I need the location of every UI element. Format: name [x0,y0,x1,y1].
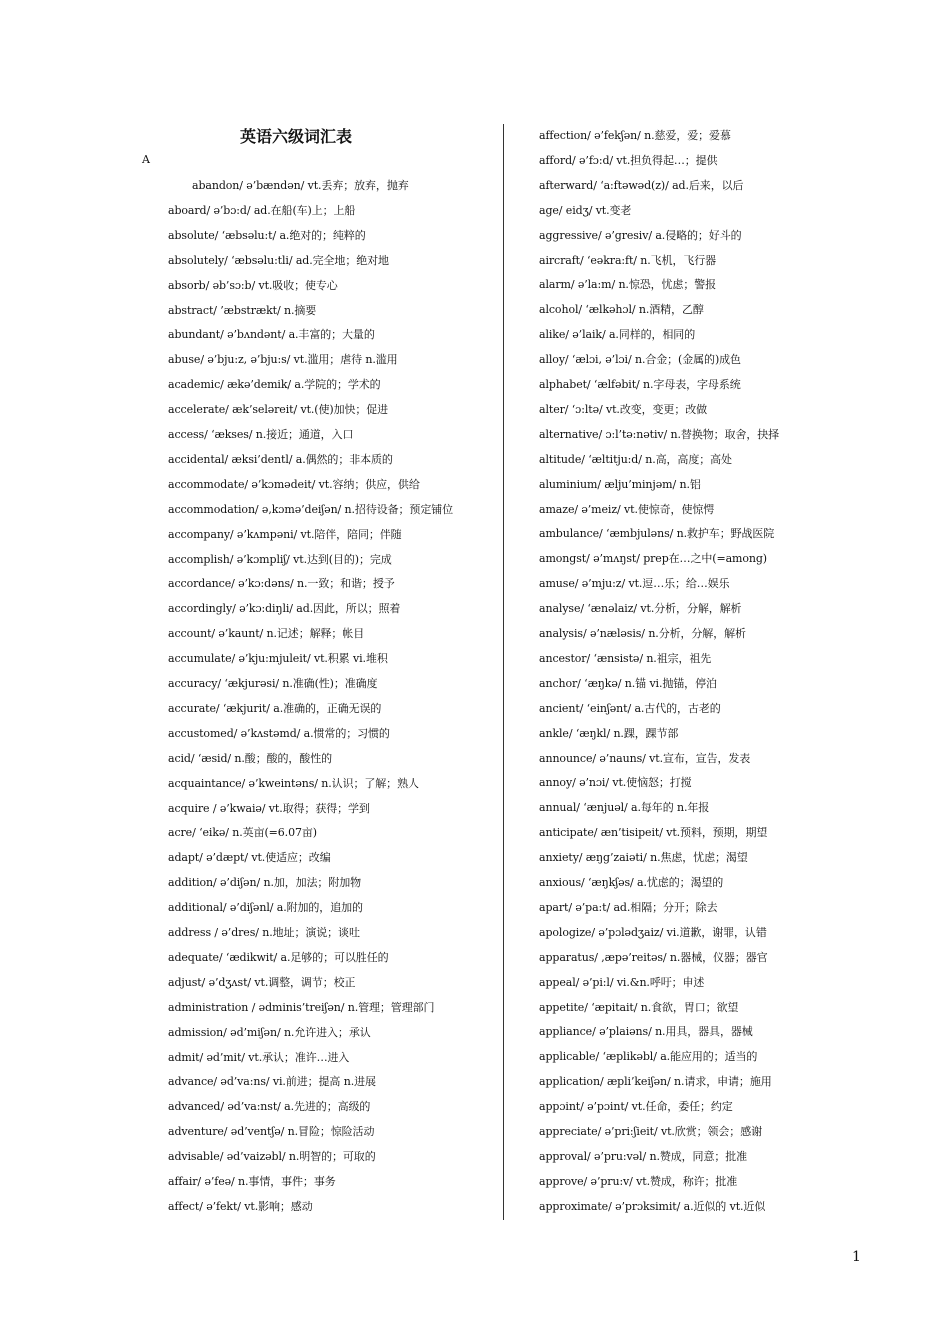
vocab-entry: additional/ ə’diʃənl/ a.附加的，追加的 [168,901,363,915]
vocab-entry: ancestor/ ‘ænsistə/ n.祖宗，祖先 [539,651,712,665]
vocab-entry: affection/ ə’fekʃən/ n.慈爱，爱；爱慕 [539,129,731,142]
vocab-entry: alloy/ ‘ælɔi, ə’lɔi/ n.合金；(金属的)成色 [539,353,741,367]
vocab-entry: anxiety/ æŋg’zaiəti/ n.焦虑，忧虑；渴望 [539,851,748,865]
page-title: 英语六级词汇表 [239,127,352,146]
vocab-entry: alphabet/ ‘ælfəbit/ n.字母表，字母系统 [539,378,741,391]
vocab-entry: amuse/ ə’mju:z/ vt.逗…乐；给…娱乐 [539,577,730,591]
vocab-entry: accumulate/ ə’kju:mjuleit/ vt.积累 vi.堆积 [168,652,388,666]
vocab-entry: annual/ ‘ænjuəl/ a.每年的 n.年报 [539,801,710,815]
vocab-entry: alter/ ‘ɔ:ltə/ vt.改变，变更；改做 [539,402,708,416]
vocab-entry: appeal/ ə’pi:l/ vi.&n.呼吁；申述 [539,975,705,989]
vocab-entry: alike/ ə’laik/ a.同样的，相同的 [539,328,696,342]
vocab-entry: amaze/ ə’meiz/ vt.使惊奇，使惊愕 [539,502,715,516]
vocab-entry: advisable/ əd’vaizəbl/ n.明智的；可取的 [168,1150,376,1164]
vocab-entry: accompany/ ə’kʌmpəni/ vt.陪伴，陪同；伴随 [168,527,402,541]
vocab-entry: afford/ ə’fɔ:d/ vt.担负得起…；提供 [539,153,718,167]
vocab-entry: aircraft/ ‘eəkra:ft/ n.飞机，飞行器 [539,253,717,267]
vocab-entry: acid/ ‘æsid/ n.酸；酸的，酸性的 [168,751,333,765]
vocab-entry: alternative/ ɔ:l’tə:nətiv/ n.替换物；取舍，抉择 [539,427,780,441]
vocab-entry: ancient/ ‘einʃənt/ a.古代的，古老的 [539,701,721,715]
vocab-entry: accordance/ ə’kɔ:dəns/ n.一致；和谐；授予 [168,577,395,591]
vocab-entry: accommodation/ ə,kɔmə’deiʃən/ n.招待设备；预定铺位 [168,502,454,516]
vocab-entry: account/ ə’kaunt/ n.记述；解释；帐目 [168,627,365,641]
vocab-entry: addition/ ə’diʃən/ n.加，加法；附加物 [168,876,362,890]
vocab-entry: abundant/ ə’bʌndənt/ a.丰富的；大量的 [168,328,375,342]
vocab-entry: abuse/ ə’bju:z, ə’bju:s/ vt.滥用；虐待 n.滥用 [168,353,398,367]
vocab-entry: amongst/ ə’mʌŋst/ prep在…之中(=among) [539,552,767,566]
vocab-entry: academic/ ækə’demik/ a.学院的；学术的 [168,378,381,392]
vocab-entry: acquaintance/ ə’kweintəns/ n.认识；了解；熟人 [168,776,419,790]
vocab-entry: analyse/ ‘ænəlaiz/ vt.分析，分解，解析 [539,602,742,616]
vocab-entry: appreciate/ ə’pri:ʃieit/ vt.欣赏；领会；感谢 [539,1125,762,1138]
vocab-entry: abstract/ ’æbstrækt/ n.摘要 [168,303,317,317]
vocab-entry: apologize/ ə’pɔlədʒaiz/ vi.道歉，谢罪，认错 [539,925,767,939]
vocab-entry: admit/ əd’mit/ vt.承认；准许…进入 [168,1050,350,1064]
vocab-entry: access/ ‘ækses/ n.接近；通道，入口 [168,428,354,441]
vocab-entry: aggressive/ ə’gresiv/ a.侵略的；好斗的 [539,228,742,242]
vocab-entry: approve/ ə’pru:v/ vt.赞成，称许；批准 [539,1174,738,1188]
vocab-entry: absorb/ əb’sɔ:b/ vt.吸收；使专心 [168,278,338,292]
vocab-entry: accurate/ ‘ækjurit/ a.准确的，正确无误的 [168,701,382,715]
vocab-entry: appliance/ ə’plaiəns/ n.用具，器具，器械 [539,1025,753,1039]
column-divider [503,124,504,1220]
vocab-entry: accommodate/ ə’kɔmədeit/ vt.容纳；供应，供给 [168,477,420,491]
vocab-entry: aluminium/ ælju’minjəm/ n.铝 [539,477,701,491]
vocab-entry: appɔint/ ə’pɔint/ vt.任命，委任；约定 [539,1100,733,1114]
vocab-entry: accuracy/ ‘ækjurəsi/ n.准确(性)；准确度 [168,677,378,690]
vocab-entry: affect/ ə’fekt/ vt.影响；感动 [168,1199,313,1213]
vocab-entry: acre/ ‘eikə/ n.英亩(=6.07亩) [168,826,317,840]
vocab-entry: annoy/ ə’nɔi/ vt.使恼怒；打搅 [539,776,692,790]
vocab-entry: adjust/ ə’dʒʌst/ vt.调整，调节；校正 [168,975,356,989]
vocab-entry: appetite/ ‘æpitait/ n.食欲，胃口；欲望 [539,1000,739,1014]
vocab-entry: adequate/ ‘ædikwit/ a.足够的；可以胜任的 [168,950,389,964]
vocab-entry: affair/ ə’feə/ n.事情，事件；事务 [168,1175,336,1188]
vocab-entry: application/ æpli’keiʃən/ n.请求，申请；施用 [539,1075,772,1089]
vocab-entry: abandon/ ə’bændən/ vt.丢弃；放弃，抛弃 [192,179,409,192]
vocab-entry: accelerate/ æk’seləreit/ vt.(使)加快；促进 [168,403,389,417]
vocab-entry: alcohol/ ‘ælkəhɔl/ n.酒精，乙醇 [539,303,704,317]
vocab-entry: analysis/ ə’næləsis/ n.分析，分解，解析 [539,627,746,640]
vocab-entry: address / ə’dres/ n.地址；演说；谈吐 [168,926,360,939]
vocab-entry: adapt/ ə’dæpt/ vt.使适应；改编 [168,851,331,865]
vocab-entry: approximate/ ə’prɔksimit/ a.近似的 vt.近似 [539,1199,766,1213]
vocab-entry: advance/ əd’va:ns/ vi.前进；提高 n.进展 [168,1075,376,1089]
vocab-entry: administration / ədminis’treiʃən/ n.管理；管理部门 [168,1000,435,1014]
vocab-entry: accordingly/ ə’kɔ:diŋli/ ad.因此，所以；照着 [168,602,401,616]
vocab-entry: adventure/ əd’ventʃə/ n.冒险；惊险活动 [168,1125,375,1139]
vocab-entry: accidental/ æksi’dentl/ a.偶然的；非本质的 [168,452,393,466]
vocab-entry: anticipate/ æn’tisipeit/ vt.预料，预期，期望 [539,826,768,840]
vocab-entry: altitude/ ‘æltitju:d/ n.高，高度；高处 [539,452,732,466]
vocab-entry: aboard/ ə’bɔ:d/ ad.在船(车)上；上船 [168,203,356,217]
vocab-entry: alarm/ ə’la:m/ n.惊恐，忧虑；警报 [539,278,717,292]
vocab-entry: apparatus/ ,æpə’reitəs/ n.器械，仪器；器官 [539,950,768,964]
vocab-entry: acquire / ə’kwaiə/ vt.取得；获得；学到 [168,801,370,815]
vocab-entry: announce/ ə’nauns/ vt.宣布，宣告，发表 [539,751,751,765]
vocab-entry: afterward/ ‘a:ftəwəd(z)/ ad.后来，以后 [539,178,744,192]
vocab-entry: ambulance/ ‘æmbjuləns/ n.救护车；野战医院 [539,527,775,541]
vocab-entry: age/ eidʒ/ vt.变老 [539,203,632,217]
vocab-entry: approval/ ə’pru:vəl/ n.赞成，同意；批准 [539,1149,748,1163]
vocab-entry: absolutely/ ‘æbsəlu:tli/ ad.完全地；绝对地 [168,253,389,267]
vocab-entry: applicable/ ‘æplikəbl/ a.能应用的；适当的 [539,1050,758,1064]
vocab-entry: apart/ ə’pa:t/ ad.相隔；分开；除去 [539,900,718,914]
vocab-entry: advanced/ əd’va:nst/ a.先进的；高级的 [168,1100,371,1114]
vocab-entry: accustomed/ ə’kʌstəmd/ a.惯常的；习惯的 [168,726,390,740]
vocab-entry: accomplish/ ə’kɔmpliʃ/ vt.达到(目的)；完成 [168,552,392,566]
vocab-entry: anchor/ ‘æŋkə/ n.锚 vi.抛锚，停泊 [539,676,717,690]
page-number: 1 [852,1249,861,1265]
section-letter: A [142,153,150,166]
vocab-entry: ankle/ ‘æŋkl/ n.踝，踝节部 [539,726,679,740]
vocab-entry: admission/ əd’miʃən/ n.允许进入；承认 [168,1025,371,1039]
vocab-entry: anxious/ ‘æŋkʃəs/ a.忧虑的；渴望的 [539,876,724,889]
vocab-entry: absolute/ ‘æbsəlu:t/ a.绝对的；纯粹的 [168,228,366,242]
